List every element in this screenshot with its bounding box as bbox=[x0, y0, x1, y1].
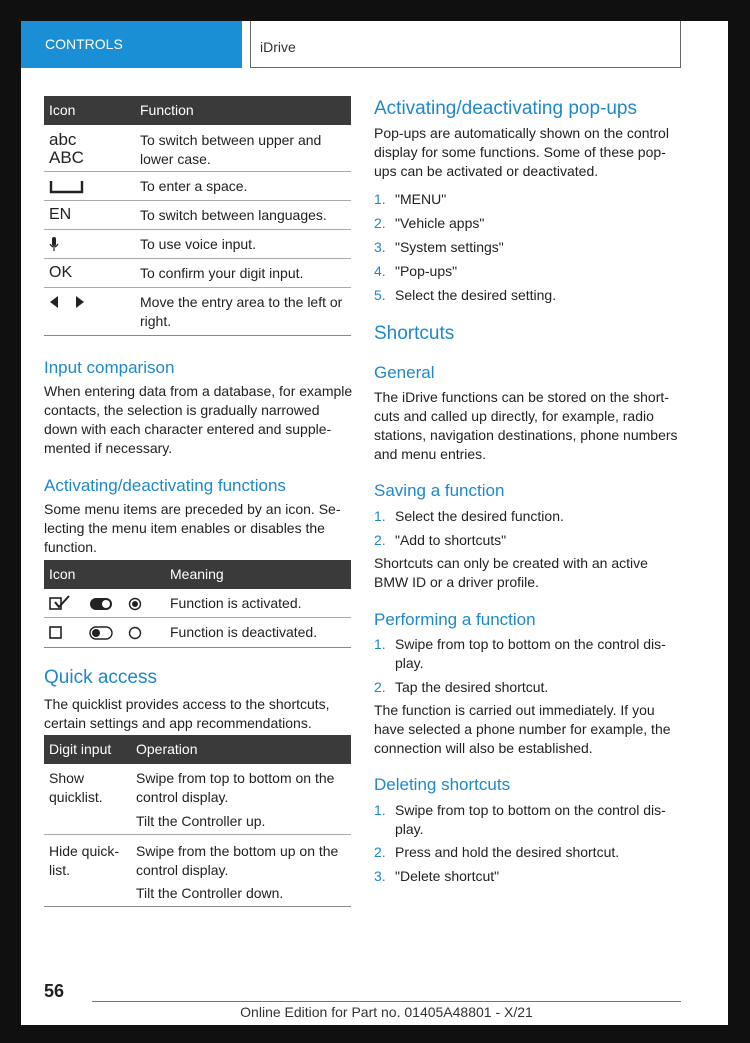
general-body: The iDrive functions can be stored on the short-cuts and called up directly, for example, radio stations, navigation destinations, phone numbers and menu entries. bbox=[374, 389, 678, 462]
table-row bbox=[44, 618, 351, 648]
table-row bbox=[44, 589, 351, 618]
input-comparison-title: Input comparison bbox=[44, 358, 175, 377]
table-row bbox=[44, 764, 351, 835]
table-row bbox=[44, 201, 351, 230]
function-text: To use voice input. bbox=[140, 236, 256, 252]
saving-title: Saving a function bbox=[374, 481, 505, 500]
table-row bbox=[44, 172, 351, 201]
general-title: General bbox=[374, 363, 435, 382]
table-header bbox=[44, 735, 351, 764]
checkbox-empty-icon bbox=[50, 627, 61, 638]
quick-access-body: The quicklist provides access to the shortcuts, certain settings and app recommendations. bbox=[44, 696, 330, 731]
icon-function-table bbox=[44, 96, 351, 336]
icon-meaning-table bbox=[44, 560, 351, 648]
microphone-icon bbox=[49, 236, 59, 255]
performing-note: The function is carried out immediately. If you have selected a phone number for example, the connection will also be established. bbox=[374, 702, 671, 756]
activated-icons bbox=[49, 595, 149, 616]
function-text: To enter a space. bbox=[140, 178, 248, 194]
section-tab: CONTROLS bbox=[21, 21, 242, 68]
function-text: To switch between upper and lower case. bbox=[140, 132, 322, 167]
input-comparison-body: When entering data from a database, for example contacts, the selection is gradually narrowed down with each character entered and supple-mented if necessary. bbox=[44, 383, 353, 456]
table-header bbox=[44, 96, 351, 125]
table-row bbox=[44, 230, 351, 259]
deactivated-icons bbox=[49, 624, 149, 645]
function-text: Move the entry area to the left or right. bbox=[140, 294, 343, 329]
left-right-arrows-icon bbox=[49, 295, 85, 312]
checkbox-checked-icon bbox=[50, 596, 69, 609]
language-icon: EN bbox=[49, 206, 72, 223]
digit-input-text: Hide quick-list. bbox=[49, 843, 120, 878]
digit-input-text: Show quicklist. bbox=[49, 770, 103, 805]
radio-selected-icon bbox=[130, 599, 141, 610]
function-text: To confirm your digit input. bbox=[140, 265, 304, 281]
chapter-title: iDrive bbox=[250, 21, 681, 68]
performing-title: Performing a function bbox=[374, 610, 536, 629]
deleting-title: Deleting shortcuts bbox=[374, 775, 511, 794]
popups-title: Activating/deactivating pop-ups bbox=[374, 98, 637, 119]
radio-empty-icon bbox=[130, 628, 141, 639]
page-number: 56 bbox=[44, 981, 65, 1001]
toggle-on-icon bbox=[90, 598, 112, 610]
table-row bbox=[44, 835, 351, 907]
space-bar-icon bbox=[49, 179, 85, 198]
column-header: Icon bbox=[49, 566, 76, 582]
function-text: To switch between languages. bbox=[140, 207, 327, 223]
table-row bbox=[44, 259, 351, 288]
column-header: Digit input bbox=[49, 741, 112, 757]
table-row bbox=[44, 288, 351, 336]
footer-text: Online Edition for Part no. 01405A48801 - X/21 bbox=[240, 1004, 533, 1020]
column-header: Icon bbox=[49, 102, 76, 118]
manual-page: CONTROLS iDrive Icon Function abc ABC To switch between upper and lower case. To enter a space. EN To switch between languages. To use voice input. OK To confirm your digit input. Move the entry area to the left or right. Input comparison When entering data from a database, for example contacts, the selection is gradually narrowed down with each character entered and supple-mented if necessary. Activating/deactivating functions Some menu items are preceded by an icon. Se-lecting the menu item enables or disables the function. Icon Meaning Function is activated. Function is deactivated. Quick access The quicklist provides access to the shortcuts, certain settings and app recommendations. Digit input Operation Show quicklist. Swipe from top to bottom on the control display. Tilt the Controller up. Hide quick-list. Swipe from the bottom up on the control display. Tilt the Controller down. Activating/deactivating pop-ups Pop-ups are automatically shown on the control display for some functions. Some of these pop-ups can be activated or deactivated. 1. "MENU" 2. "Vehicle apps" 3. "System settings" 4. "Pop-ups" 5. Select the desired setting. Shortcuts General The iDrive functions can be stored on the short-cuts and called up directly, for example, radio stations, navigation destinations, phone numbers and menu entries. Saving a function 1. Select the desired function. 2. "Add to shortcuts" Shortcuts can only be created with an active BMW ID or a driver profile. Performing a function 1. Swipe from top to bottom on the control dis-play. 2. Tap the desired shortcut. The function is carried out immediately. If you have selected a phone number for example, the connection will also be established. Deleting shortcuts 1. Swipe from top to bottom on the control dis-play. 2. Press and hold the desired shortcut. 3. "Delete shortcut" 56 Online Edition for Part no. 01405A48801 - X/21 bbox=[21, 21, 728, 1025]
column-header: Meaning bbox=[170, 566, 224, 582]
activating-functions-body: Some menu items are preceded by an icon. Se-lecting the menu item enables or disables the function. bbox=[44, 501, 341, 555]
popups-body: Pop-ups are automatically shown on the control display for some functions. Some of these pop-ups can be activated or deactivated. bbox=[374, 125, 669, 179]
quick-access-table bbox=[44, 735, 351, 907]
operation-text: Swipe from top to bottom on the control display. bbox=[136, 770, 335, 805]
meaning-text: Function is activated. bbox=[170, 595, 302, 611]
quick-access-title: Quick access bbox=[44, 667, 157, 688]
footer-divider bbox=[92, 1001, 681, 1002]
saving-note: Shortcuts can only be created with an active BMW ID or a driver profile. bbox=[374, 555, 648, 590]
case-toggle-icon: abc ABC bbox=[49, 130, 84, 167]
operation-text: Tilt the Controller down. bbox=[136, 885, 284, 901]
activating-functions-title: Activating/deactivating functions bbox=[44, 476, 286, 495]
meaning-text: Function is deactivated. bbox=[170, 624, 318, 640]
toggle-off-icon bbox=[90, 627, 112, 639]
column-header: Operation bbox=[136, 741, 198, 757]
table-header bbox=[44, 560, 351, 589]
column-header: Function bbox=[140, 102, 194, 118]
operation-text: Swipe from the bottom up on the control display. bbox=[136, 843, 339, 878]
table-row bbox=[44, 125, 351, 172]
shortcuts-title: Shortcuts bbox=[374, 323, 455, 344]
operation-text: Tilt the Controller up. bbox=[136, 813, 266, 829]
ok-icon: OK bbox=[49, 264, 73, 281]
